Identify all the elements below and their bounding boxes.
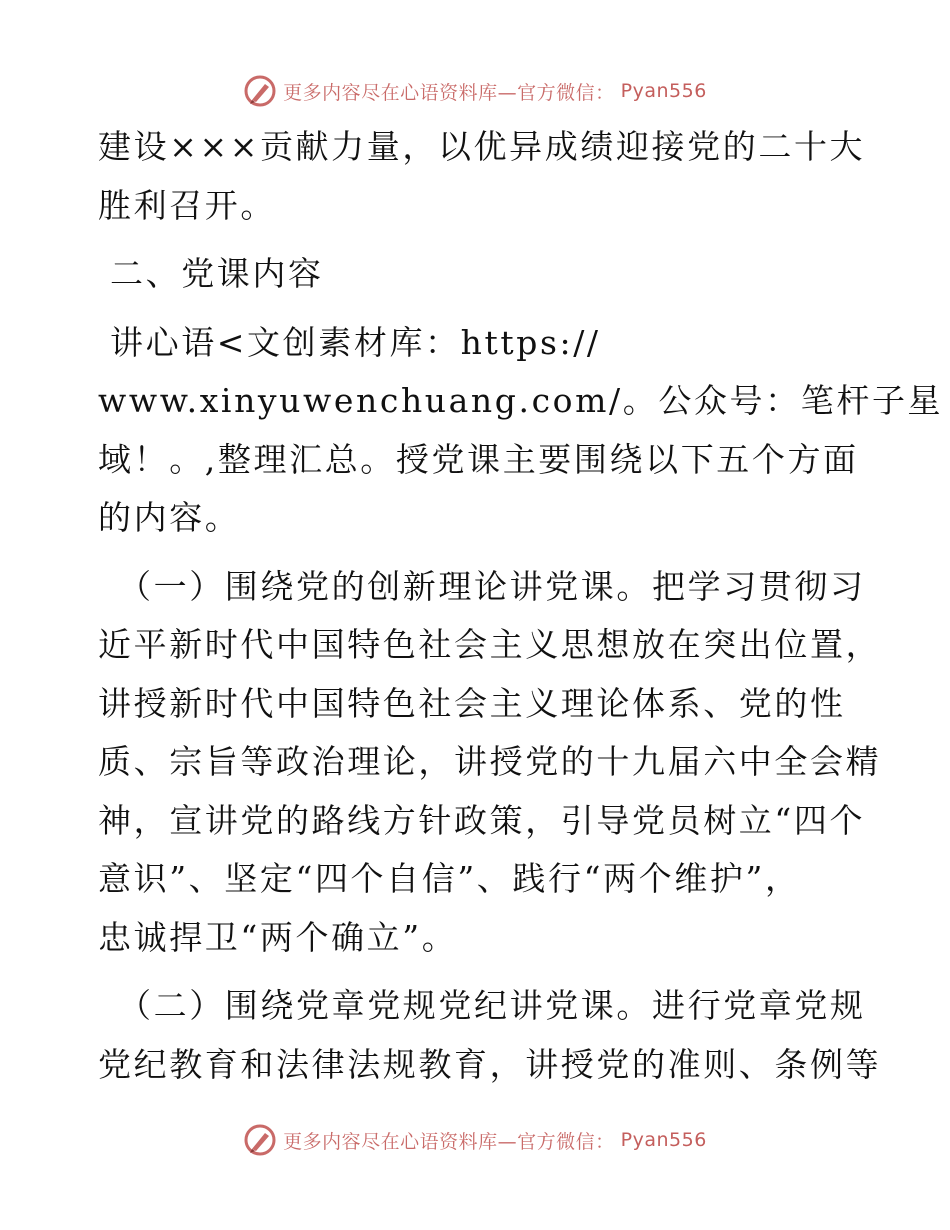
text-line: 建设×××贡献力量，以优异成绩迎接党的二十大 [98, 127, 866, 166]
section-heading: 二、党课内容 [110, 254, 324, 293]
text-line: 神，宣讲党的路线方针政策，引导党员树立“四个 [98, 800, 866, 840]
document-body [98, 118, 944, 1094]
text-line: 质、宗旨等政治理论，讲授党的十九届六中全会精 [98, 742, 882, 781]
text-line: 讲授新时代中国特色社会主义理论体系、党的性 [98, 683, 846, 723]
watermark-contact: Pyan556 [620, 80, 707, 102]
text-line: （二）围绕党章党规党纪讲党课。进行党章党规 [118, 986, 866, 1025]
text-line: 意识”、坚定“四个自信”、践行“两个维护”， [98, 859, 801, 898]
paragraph-item-1 [98, 558, 882, 968]
footer-watermark [0, 1120, 950, 1160]
text-line: 讲心语<文创素材库：https:// [110, 322, 601, 362]
text-line: 党纪教育和法律法规教育，讲授党的准则、条例等 [98, 1044, 882, 1084]
pen-logo-icon [243, 74, 277, 108]
text-line: www.xinyuwenchuang.com/。公众号：笔杆子星 [98, 381, 944, 420]
text-line: 域！。,整理汇总。授党课主要围绕以下五个方面 [98, 439, 859, 479]
text-line: 胜利召开。 [98, 185, 276, 225]
paragraph-item-2 [98, 977, 882, 1094]
text-line: 近平新时代中国特色社会主义思想放在突出位置， [98, 625, 882, 664]
watermark-text: 更多内容尽在心语资料库—官方微信： [283, 1130, 615, 1153]
text-line: （一）围绕党的创新理论讲党课。把学习贯彻习 [118, 566, 866, 606]
pen-logo-icon [243, 1123, 277, 1157]
paragraph-source-note [98, 314, 944, 548]
paragraph-intro-end [98, 118, 866, 235]
text-line: 忠诚捍卫“两个确立”。 [98, 917, 458, 957]
text-line: 的内容。 [98, 498, 241, 537]
watermark-text: 更多内容尽在心语资料库—官方微信： [283, 81, 615, 104]
header-watermark [0, 71, 950, 111]
watermark-contact: Pyan556 [620, 1129, 707, 1151]
